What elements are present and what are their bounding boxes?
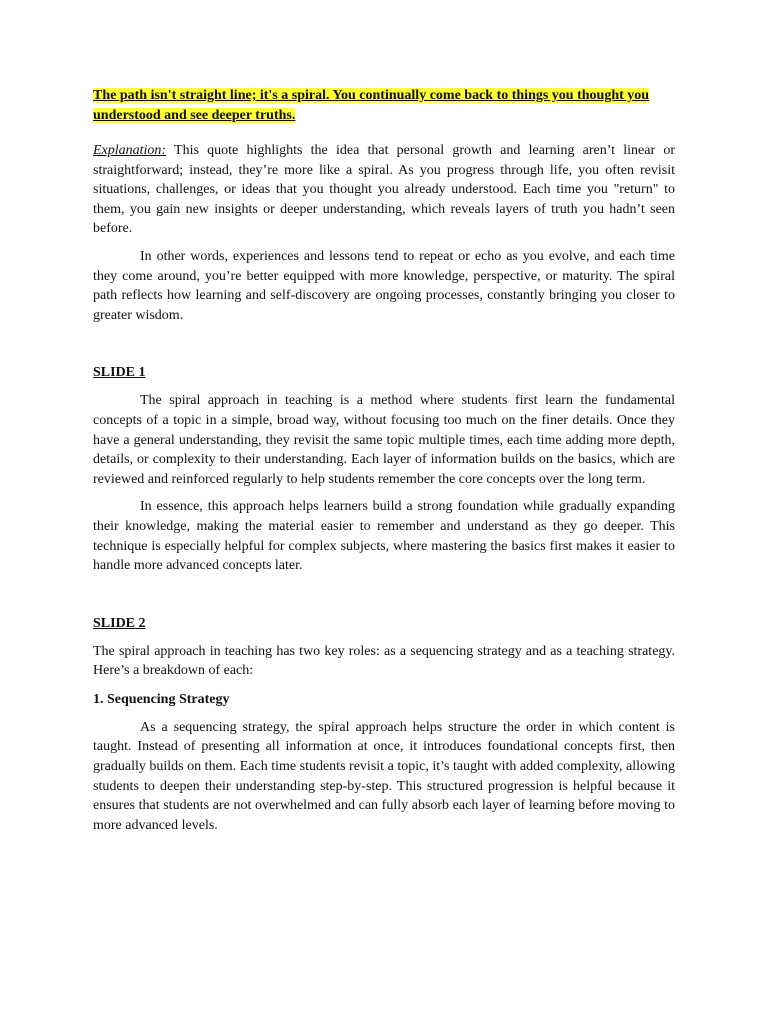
highlighted-quote	[93, 86, 675, 125]
slide-1-paragraph-2: In essence, this approach helps learners build a strong foundation while gradually expanding their knowledge, making the material easier to remember and understand as they go deeper. This technique is especially helpful for complex subjects, where mastering the basics first makes it easier to handle more advanced concepts later.	[93, 499, 675, 574]
slide-1-heading: SLIDE 1	[93, 365, 146, 381]
slide-1-paragraph-1: The spiral approach in teaching is a method where students first learn the fundamental concepts of a topic in a simple, broad way, without focusing too much on the finer details. Once they have a general understanding, they revisit the same topic multiple times, each time adding more depth, details, or complexity to their understanding. Each layer of information builds on the basics, which are reviewed and reinforced regularly to help students remember the core concepts over the long term.	[93, 393, 675, 487]
sequencing-strategy-heading: 1. Sequencing Strategy	[93, 691, 230, 707]
explanation-paragraph-2: In other words, experiences and lessons tend to repeat or echo as you evolve, and each time they come around, you’re better equipped with more knowledge, perspective, or maturity. The spiral path reflects how learning and self-discovery are ongoing processes, constantly bringing you closer to greater wisdom.	[93, 248, 675, 323]
slide-2-intro: The spiral approach in teaching has two key roles: as a sequencing strategy and as a teaching strategy. Here’s a breakdown of each:	[93, 643, 675, 679]
slide-2-heading: SLIDE 2	[93, 615, 146, 631]
quote-text: The path isn't straight line; it's a spiral. You continually come back to things you thought you understood and see deeper truths.	[93, 88, 650, 123]
explanation-label: Explanation:	[93, 143, 167, 158]
explanation-text: This quote highlights the idea that personal growth and learning aren’t linear or straightforward; instead, they’re more like a spiral. As you progress through life, you often revisit situations, challenges, or ideas that you thought you already understood. Each time you "return" to them, you gain new insights or deeper understanding, which reveals layers of truth you hadn’t seen before.	[93, 143, 675, 237]
sequencing-strategy-paragraph: As a sequencing strategy, the spiral approach helps structure the order in which content is taught. Instead of presenting all information at once, it introduces foundational concepts first, then gradually builds on them. Each time students revisit a topic, it’s taught with added complexity, allowing students to deepen their understanding step-by-step. This structured progression is helpful because it ensures that students are not overwhelmed and can fully absorb each layer of learning before moving to more advanced levels.	[93, 719, 675, 833]
explanation-paragraph	[93, 141, 675, 239]
